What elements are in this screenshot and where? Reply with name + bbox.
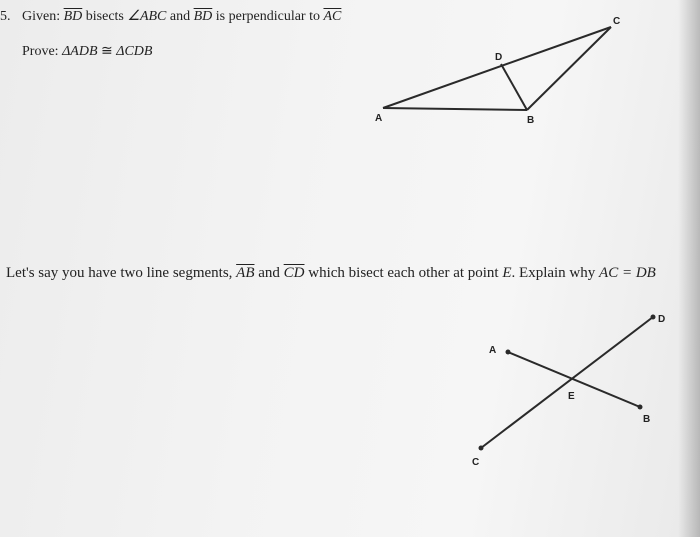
bisecting-segments-figure: [481, 317, 653, 448]
segment-bd-line: [501, 64, 527, 110]
perpendicular-phrase: is perpendicular to: [215, 9, 320, 24]
label-d-tri: D: [495, 52, 503, 63]
bisects-word: bisects: [85, 9, 124, 24]
label-b-seg: B: [643, 414, 651, 425]
and-word: and: [169, 9, 191, 24]
given-label: Given:: [22, 9, 61, 24]
segment-ab: $\overline{AB}$: [236, 265, 255, 281]
segment-ac: $\overline{AC}$: [323, 9, 342, 24]
problem-number: 5.: [0, 9, 11, 24]
segment-bd-2: $\overline{BD}$: [193, 9, 213, 24]
point-c-dot: [479, 446, 484, 451]
triangle-cdb: ΔCDB: [116, 44, 153, 59]
point-e: E: [502, 265, 512, 281]
and-word: and: [258, 265, 280, 281]
label-a-tri: A: [375, 113, 383, 124]
label-c-tri: C: [613, 16, 621, 27]
explain-text: . Explain why: [511, 265, 596, 281]
segment-bc-line: [527, 27, 611, 110]
equation-ac-db: AC = DB: [599, 265, 656, 281]
label-d-seg: D: [658, 314, 666, 325]
point-a-dot: [506, 350, 511, 355]
label-a-seg: A: [489, 345, 497, 356]
triangle-figure: [383, 27, 611, 110]
congruent-symbol: ≅: [101, 44, 113, 59]
segment-bd: $\overline{BD}$: [63, 9, 83, 24]
segment-cd-line-6: [481, 317, 653, 448]
prove-label: Prove:: [22, 44, 59, 59]
label-e-seg: E: [568, 391, 575, 402]
segment-cd: $\overline{CD}$: [283, 265, 305, 281]
point-b-dot: [638, 405, 643, 410]
label-b-tri: B: [527, 115, 535, 126]
intro-text: Let's say you have two line segments,: [6, 265, 233, 281]
point-d-dot: [651, 315, 656, 320]
segment-ac-line: [383, 27, 611, 108]
middle-text: which bisect each other at point: [308, 265, 499, 281]
angle-abc: ∠ABC: [127, 9, 167, 24]
triangle-adb: ΔADB: [62, 44, 98, 59]
label-c-seg: C: [472, 457, 480, 468]
segment-ab-line: [383, 108, 527, 110]
